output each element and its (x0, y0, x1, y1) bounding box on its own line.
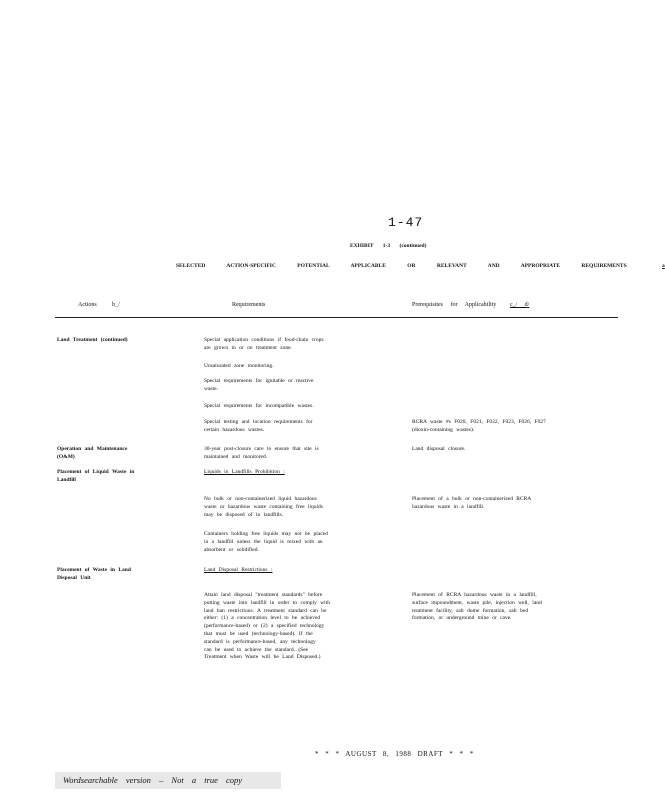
action-land-disposal-unit: Placement of Waste in Land Disposal Unit (57, 567, 131, 581)
header-actions (78, 302, 120, 308)
header-requirements: Requirements (232, 302, 266, 308)
req-treatment-standards: Attain land disposal "treatment standards" before putting waste into landfill in order to comply with land ban restrictions. A treatment standard can be either: (1) a concentration level to be achieved (performance-based) or (2) a specified technology that must be used (technology-based). If the standard is performance-based, any technology can be used to achieve the standard. (See Treatment when Waste will be Land Disposed.) (204, 592, 330, 661)
req-food-chain-crops: Special application conditions if food-chain crops are grown in or on treatment zone. (204, 337, 324, 351)
page-number: 1-47 (388, 215, 424, 230)
header-prerequisites-label: Prerequisites for Applicability (412, 302, 497, 308)
req-ignitable-reactive: Special requirements for ignitable or reactive waste. (204, 378, 314, 392)
exhibit-caption: EXHIBIT 1-3 (continued) (350, 243, 427, 249)
table-title-text: SELECTED ACTION-SPECIFIC POTENTIAL APPLICABLE OR RELEVANT AND APPROPRIATE REQUIREMENTS (176, 263, 627, 269)
action-liquid-waste-landfill: Placement of Liquid Waste in Landfill (57, 469, 135, 483)
action-land-treatment: Land Treatment (continued) (57, 337, 128, 343)
prereq-dioxin-wastes: RCRA waste #s F020, F021, F022, F023, F026, F027 (dioxin-containing wastes). (412, 419, 546, 433)
wordsearchable-banner (55, 772, 281, 789)
req-containers: Containers holding free liquids may not be placed in a landfill unless the liquid is mixed with an absorbent or solidified. (204, 531, 328, 553)
table-title (176, 263, 665, 269)
prereq-bulk-placement: Placement of a bulk or non-containerized RCRA hazardous waste in a landfill. (412, 496, 532, 510)
title-footnote: a (662, 263, 665, 269)
header-prerequisites (412, 302, 529, 308)
header-actions-label: Actions (78, 302, 97, 308)
header-rule (55, 317, 618, 318)
req-land-disposal-heading: Land Disposal Restrictions : (204, 567, 273, 573)
req-liquids-heading: Liquids in Landfills Prohibition : (204, 469, 285, 475)
banner-text: Wordsearchable version – Not a true copy (63, 775, 243, 785)
req-unsaturated-zone: Unsaturated zone monitoring. (204, 363, 274, 369)
req-testing-location: Special testing and location requirements for certain hazardous wastes. (204, 419, 313, 433)
draft-footer: * * * AUGUST 8, 1988 DRAFT * * * (315, 750, 474, 758)
prereq-rcra-placement: Placement of RCRA hazardous waste in a landfill, surface impoundment, waste pile, injection well, land treatment facility, salt dome formation, salt bed formation, or underground mine or cave. (412, 592, 542, 622)
header-prerequisites-note: c_/ d/ (509, 302, 530, 308)
req-no-bulk-liquids: No bulk or non-containerized liquid hazardous waste or hazardous waste containing free liquids may be disposed of in landfills. (204, 496, 323, 518)
prereq-land-disposal-closure: Land disposal closure. (412, 446, 466, 452)
req-post-closure: 30-year post-closure care to ensure that site is maintained and monitored. (204, 446, 319, 460)
header-actions-note: b_/ (112, 302, 120, 308)
action-operation-maintenance: Operation and Maintenance (O&M) (57, 446, 128, 460)
req-incompatible: Special requirements for incompatible wastes. (204, 403, 314, 409)
